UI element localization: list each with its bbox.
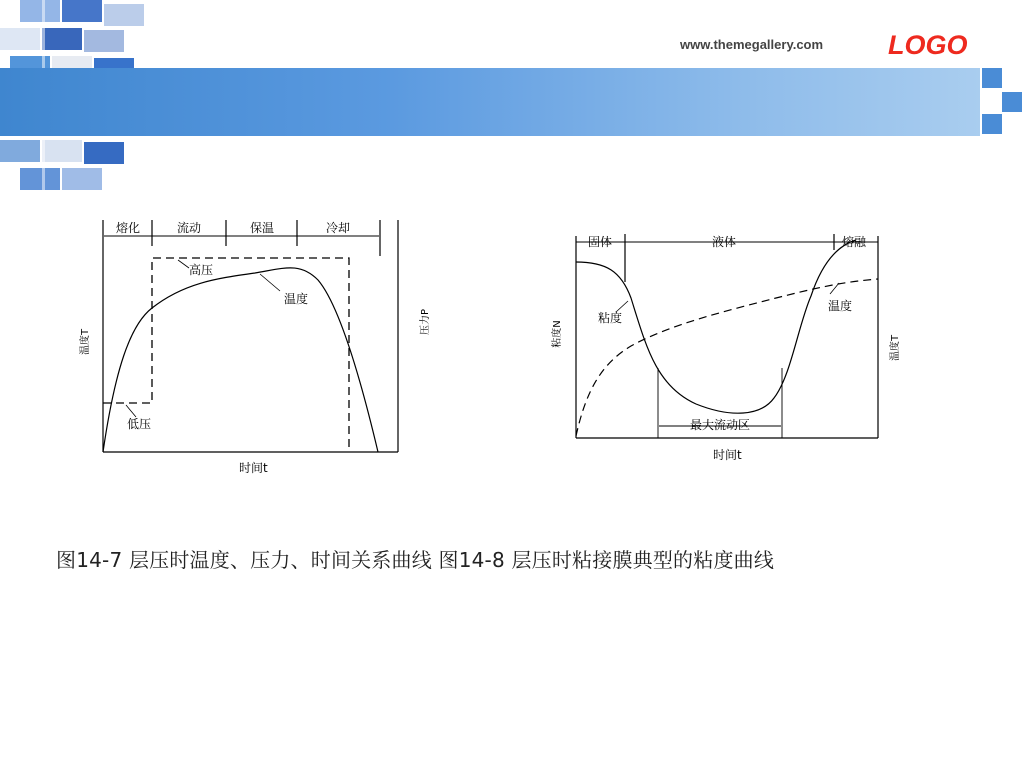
label-low-pressure: 低压 (127, 417, 152, 431)
phase-label-holding: 保温 (249, 221, 275, 235)
x-axis-label: 时间t (239, 461, 268, 475)
phase-label-cooling: 冷却 (325, 221, 351, 235)
label-max-flow-zone: 最大流动区 (689, 418, 751, 432)
x-axis-label: 时间t (713, 448, 742, 462)
logo: LOGO (888, 30, 968, 60)
phase-label-melting: 熔化 (115, 221, 141, 235)
phase-label-liquid: 液体 (711, 235, 737, 249)
label-high-pressure: 高压 (189, 263, 214, 277)
label-temperature-curve: 温度 (284, 292, 309, 306)
figure-caption: 图14-7 层压时温度、压力、时间关系曲线 图14-8 层压时粘接膜典型的粘度曲线 (56, 548, 775, 572)
y-axis-left-label: 温度T (80, 328, 91, 356)
y-axis-right-label: 压力P (420, 308, 431, 336)
figure-temperature-pressure-time (80, 210, 450, 480)
label-viscosity-curve: 粘度 (598, 311, 623, 325)
decorative-squares (980, 68, 1024, 138)
phase-label-flow: 流动 (176, 221, 202, 235)
y-axis-right-label: 温度T (890, 334, 901, 362)
label-temperature-curve: 温度 (828, 299, 853, 313)
phase-label-solid: 固体 (587, 235, 613, 249)
y-axis-left-label: 粘度N (552, 320, 563, 348)
header-band (0, 68, 980, 136)
site-url[interactable]: www.themegallery.com (680, 37, 824, 52)
figure-viscosity-curve (546, 226, 926, 471)
phase-label-molten: 熔融 (841, 235, 867, 249)
